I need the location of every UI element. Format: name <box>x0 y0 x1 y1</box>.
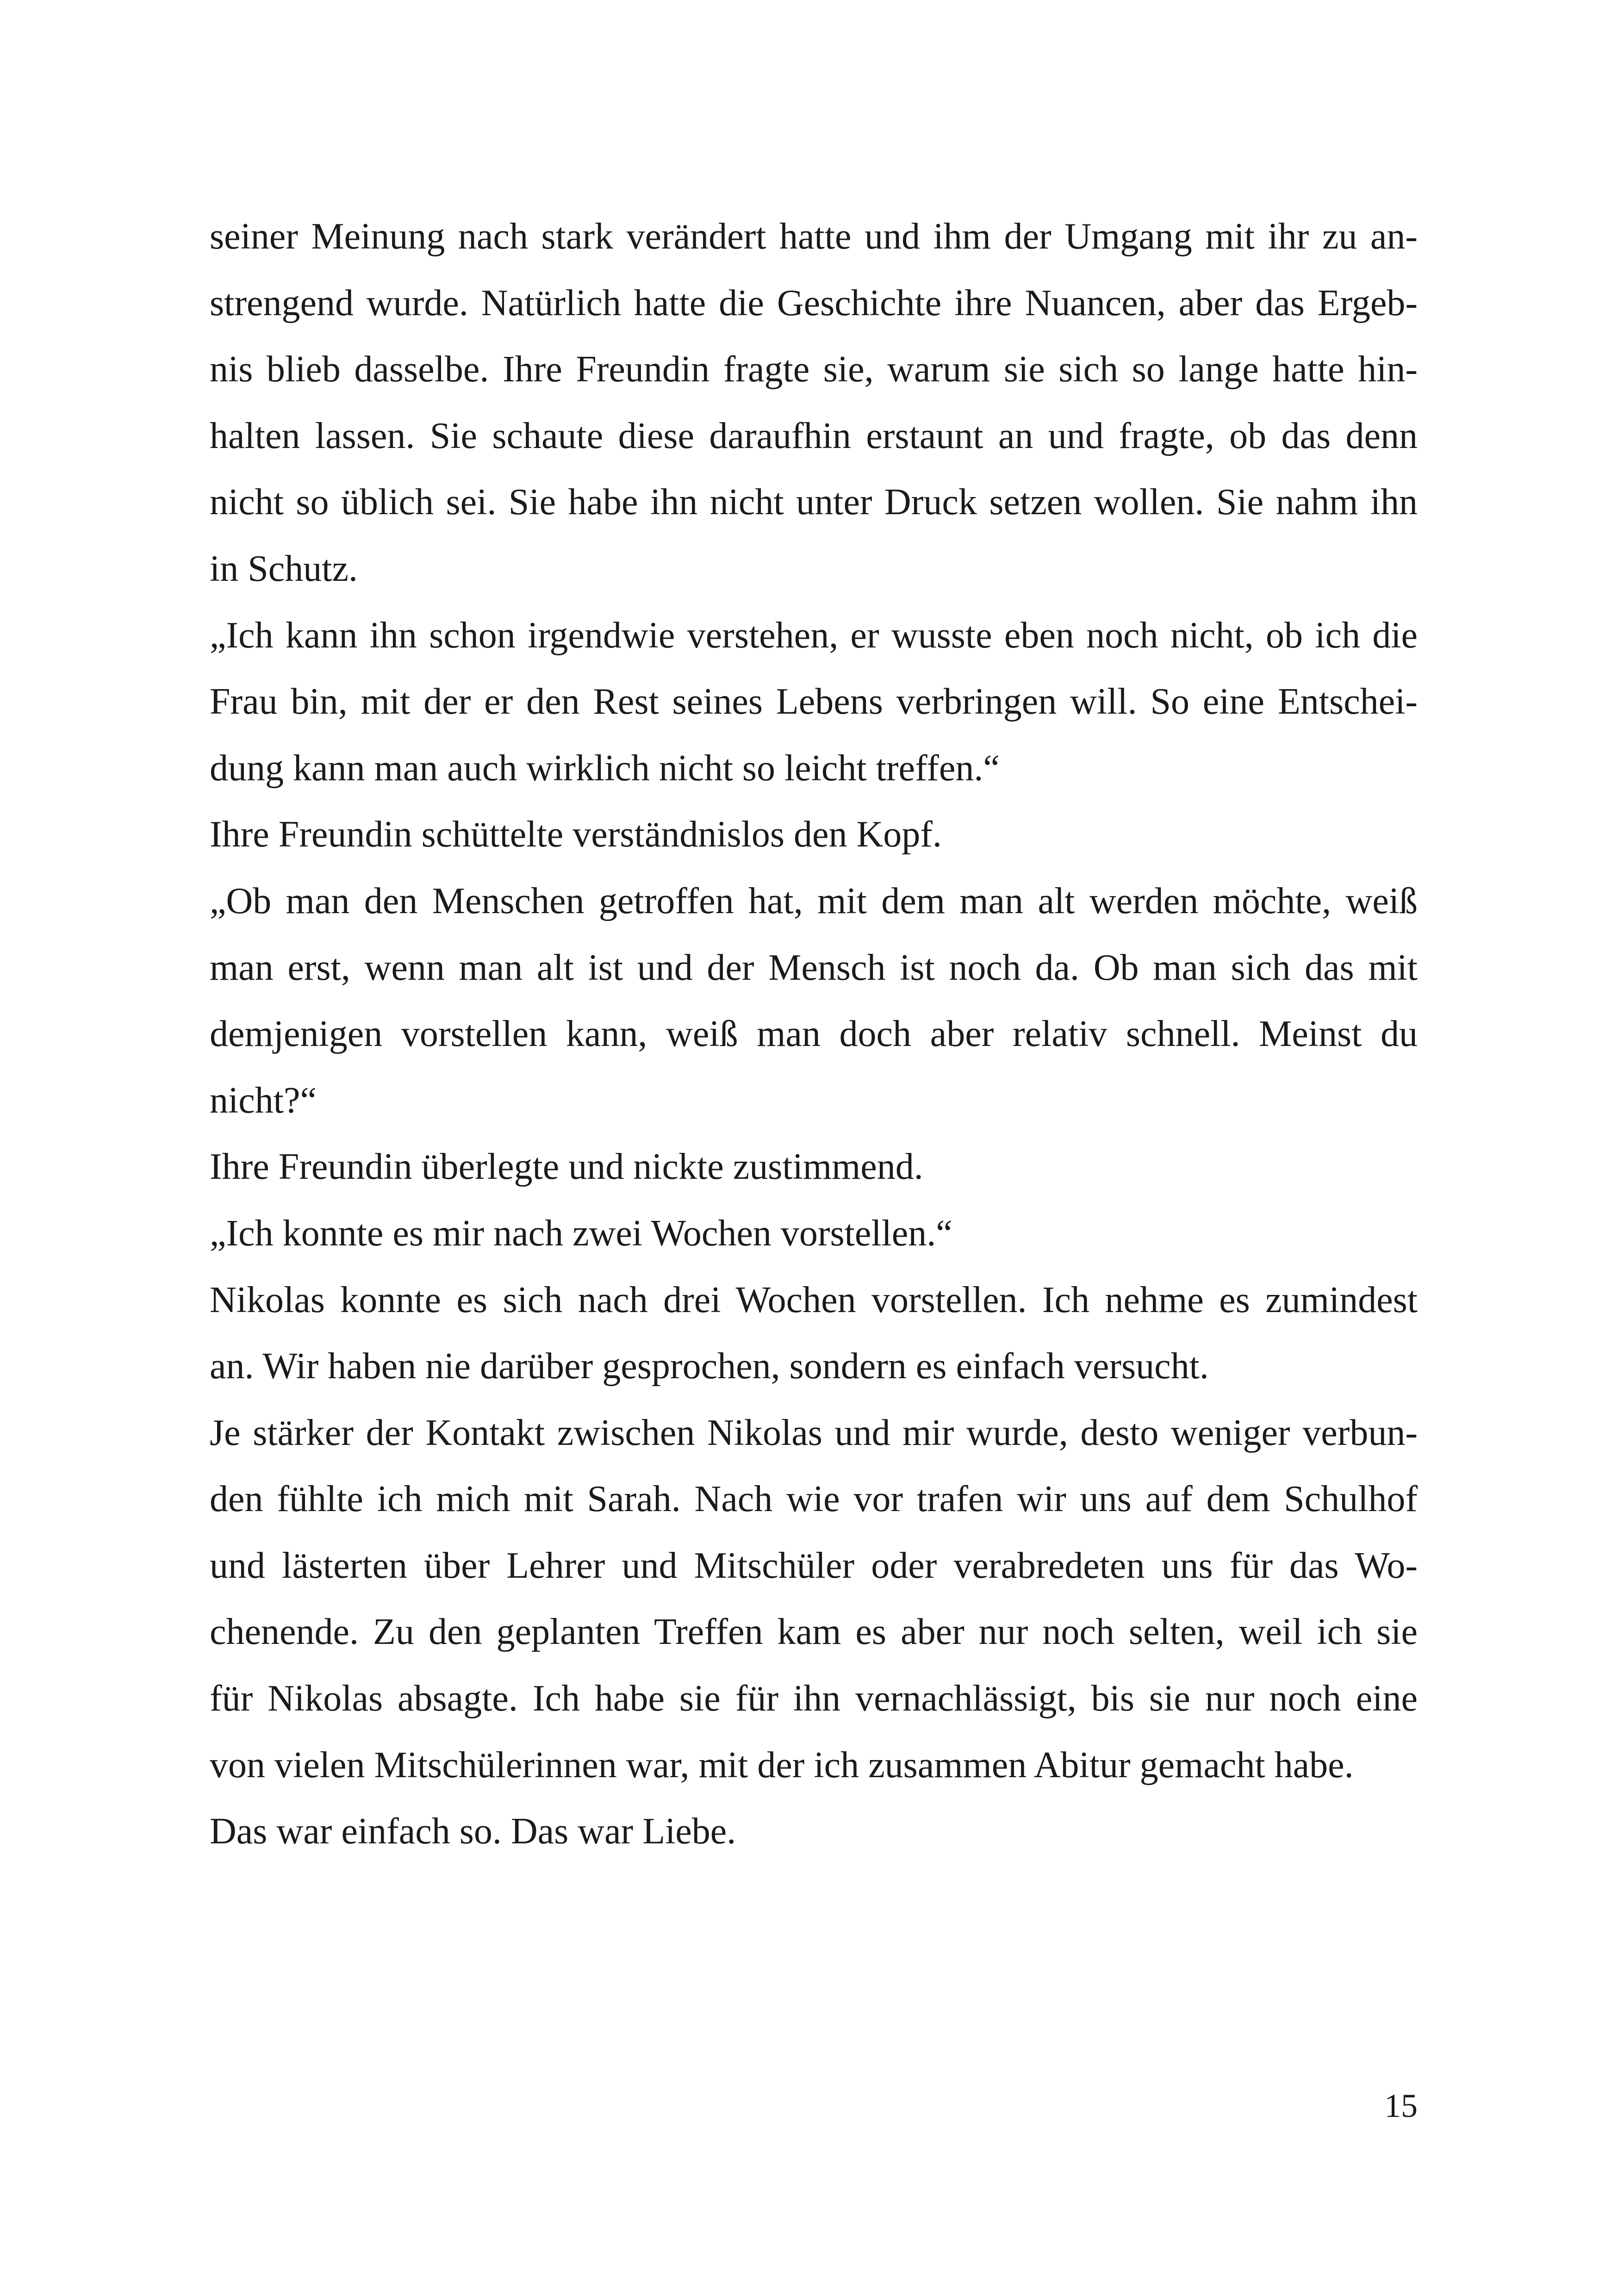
text-line: Frau bin, mit der er den Rest seines Lebens verbringen will. So eine Entschei- <box>210 681 1418 722</box>
text-line: Ihre Freundin überlegte und nickte zustimmend. <box>210 1146 923 1188</box>
text-line: halten lassen. Sie schaute diese daraufhin erstaunt an und fragte, ob das denn <box>210 415 1418 456</box>
text-line: in Schutz. <box>210 548 358 589</box>
text-line: für Nikolas absagte. Ich habe sie für ihn vernachlässigt, bis sie nur noch eine <box>210 1678 1418 1719</box>
text-line: chenende. Zu den geplanten Treffen kam es aber nur noch selten, weil ich sie <box>210 1612 1418 1653</box>
text-line: nis blieb dasselbe. Ihre Freundin fragte sie, warum sie sich so lange hatte hin- <box>210 349 1418 390</box>
body-text <box>210 204 1418 1865</box>
text-line: „Ich kann ihn schon irgendwie verstehen, er wusste eben noch nicht, ob ich die <box>210 615 1418 656</box>
text-line: „Ich konnte es mir nach zwei Wochen vorstellen.“ <box>210 1213 952 1254</box>
text-line: demjenigen vorstellen kann, weiß man doch aber relativ schnell. Meinst du <box>210 1014 1418 1055</box>
text-line: Nikolas konnte es sich nach drei Wochen vorstellen. Ich nehme es zumindest <box>210 1279 1418 1320</box>
text-line: den fühlte ich mich mit Sarah. Nach wie vor trafen wir uns auf dem Schulhof <box>210 1479 1418 1520</box>
text-line: Das war einfach so. Das war Liebe. <box>210 1811 736 1852</box>
text-line: von vielen Mitschülerinnen war, mit der ich zusammen Abitur gemacht habe. <box>210 1744 1354 1786</box>
page-number: 15 <box>1384 2087 1418 2124</box>
text-line: Ihre Freundin schüttelte verständnislos den Kopf. <box>210 814 942 855</box>
text-line: dung kann man auch wirklich nicht so leicht treffen.“ <box>210 747 1000 789</box>
text-line: an. Wir haben nie darüber gesprochen, sondern es einfach versucht. <box>210 1346 1209 1387</box>
text-line: man erst, wenn man alt ist und der Mensch ist noch da. Ob man sich das mit <box>210 947 1418 988</box>
text-line: nicht so üblich sei. Sie habe ihn nicht unter Druck setzen wollen. Sie nahm ihn <box>210 482 1418 523</box>
text-line: „Ob man den Menschen getroffen hat, mit dem man alt werden möchte, weiß <box>210 880 1418 921</box>
text-line: strengend wurde. Natürlich hatte die Geschichte ihre Nuancen, aber das Ergeb- <box>210 282 1418 324</box>
text-line: seiner Meinung nach stark verändert hatte und ihm der Umgang mit ihr zu an- <box>210 216 1418 257</box>
text-line: nicht?“ <box>210 1080 317 1121</box>
text-line: Je stärker der Kontakt zwischen Nikolas und mir wurde, desto weniger verbun- <box>210 1412 1418 1453</box>
text-line: und lästerten über Lehrer und Mitschüler oder verabredeten uns für das Wo- <box>210 1545 1418 1586</box>
